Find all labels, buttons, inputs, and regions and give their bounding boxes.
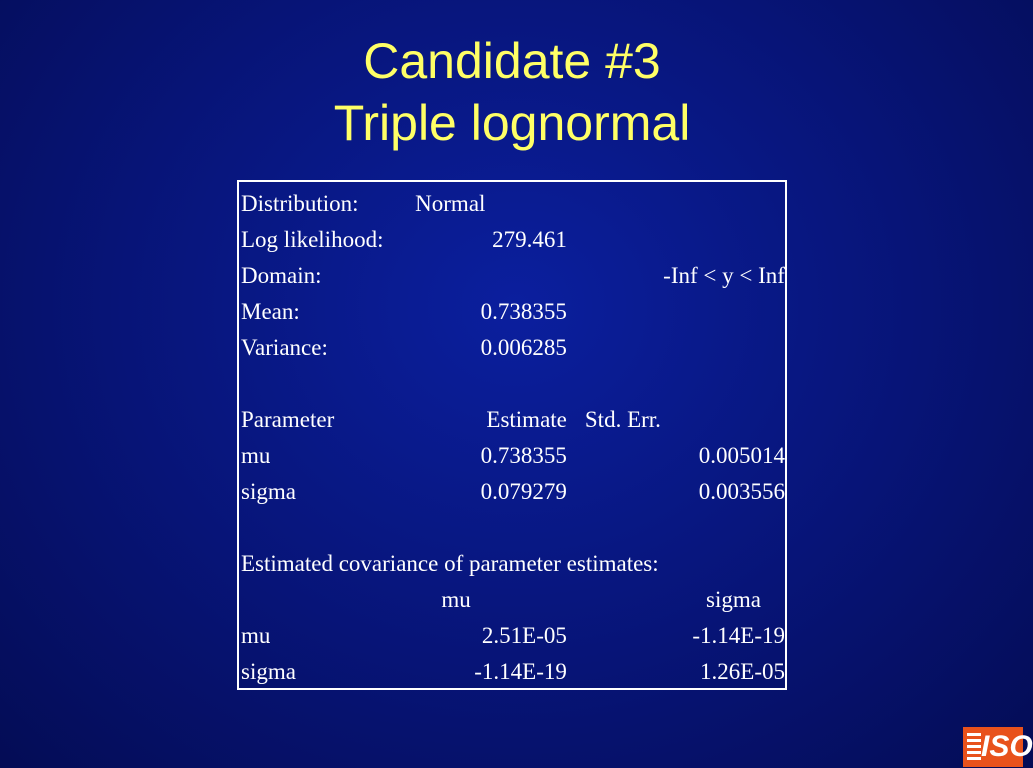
distribution-value: Normal [415,191,486,216]
cov-header-sigma: sigma [706,587,761,612]
cov-sigma-value: 1.26E-05 [700,659,785,684]
param-header-stderr: Std. Err. [584,407,661,432]
mean-label: Mean: [241,299,300,324]
param-estimate: 0.738355 [480,443,567,468]
variance-label: Variance: [241,335,328,360]
logo-stripes-icon [967,733,981,761]
logo-text: ISO [981,730,1033,763]
variance-value: 0.006285 [480,335,567,360]
cov-mu-value: 2.51E-05 [481,623,567,648]
cov-title-row [241,546,785,582]
stats-table [241,186,785,690]
mean-row [241,294,785,330]
mean-value: 0.738355 [480,299,567,324]
blank-row [241,366,785,402]
loglik-row [241,222,785,258]
param-header-row [241,402,785,438]
distribution-row [241,186,785,222]
variance-row [241,330,785,366]
cov-mu-value: -1.14E-19 [474,659,567,684]
blank-row [241,510,785,546]
distribution-label: Distribution: [241,191,359,216]
param-header-estimate: Estimate [486,407,567,432]
cov-row [241,618,785,654]
iso-logo [963,727,1033,767]
param-stderr: 0.005014 [698,443,785,468]
param-row [241,474,785,510]
slide-title [0,30,1024,154]
param-estimate: 0.079279 [480,479,567,504]
param-name: mu [241,443,271,468]
slide-title-line1: Candidate #3 [363,33,661,89]
domain-row [241,258,785,294]
cov-row-name: mu [241,623,271,648]
cov-title: Estimated covariance of parameter estimates: [241,551,659,576]
param-name: sigma [241,479,296,504]
domain-label: Domain: [241,263,322,288]
param-row [241,438,785,474]
stats-output-box [237,180,787,690]
domain-value: -Inf < y < Inf [663,263,785,288]
cov-row-name: sigma [241,659,296,684]
loglik-value: 279.461 [492,227,567,252]
cov-sigma-value: -1.14E-19 [692,623,785,648]
cov-header-blank [241,582,385,618]
loglik-label: Log likelihood: [241,227,384,252]
param-header-parameter: Parameter [241,407,335,432]
cov-header-mu: mu [441,587,471,612]
param-stderr: 0.003556 [698,479,785,504]
cov-row [241,654,785,690]
cov-header-row [241,582,785,618]
slide-title-line2: Triple lognormal [333,95,691,151]
